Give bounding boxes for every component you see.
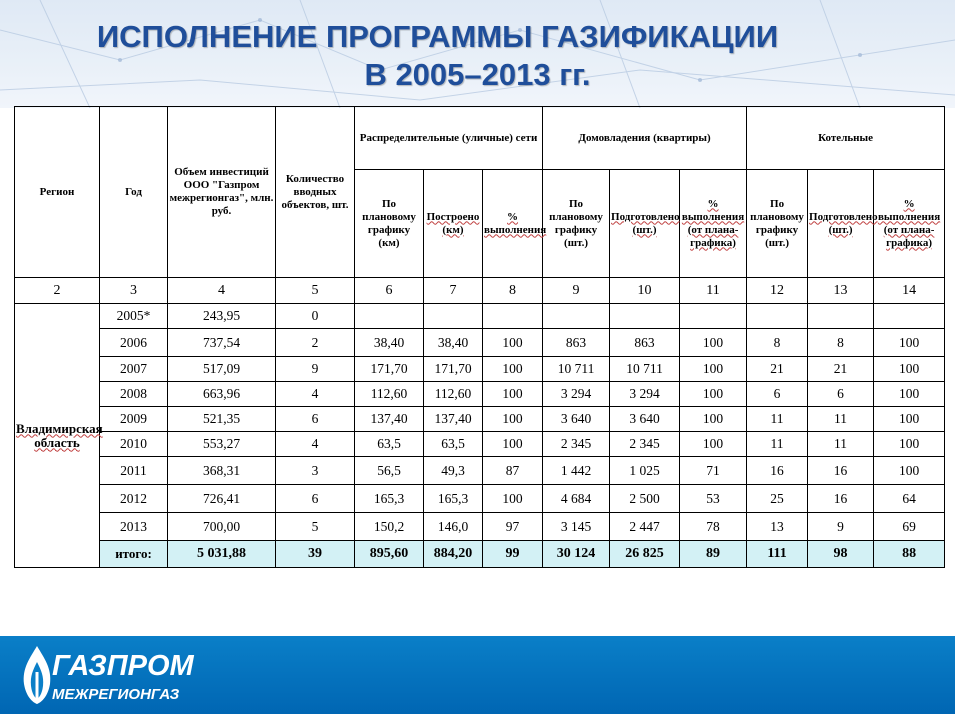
table-row	[15, 432, 945, 457]
cell: 165,3	[355, 485, 424, 513]
cell: 10 711	[543, 357, 610, 382]
index-cell: 14	[874, 278, 945, 304]
header-investment: Объем инвестиций ООО "Газпром межрегионгаз", млн. руб.	[168, 107, 276, 278]
index-cell: 13	[808, 278, 874, 304]
index-cell: 3	[100, 278, 168, 304]
cell: 112,60	[424, 382, 483, 407]
cell: 700,00	[168, 513, 276, 541]
cell: 3	[276, 457, 355, 485]
header-group-networks: Распределительные (уличные) сети	[355, 107, 543, 170]
cell: 150,2	[355, 513, 424, 541]
index-cell: 2	[15, 278, 100, 304]
index-cell: 12	[747, 278, 808, 304]
cell: 100	[483, 357, 543, 382]
title-line-2: В 2005–2013 гг.	[364, 57, 591, 92]
cell: 2010	[100, 432, 168, 457]
cell: 8	[808, 329, 874, 357]
cell: 10 711	[610, 357, 680, 382]
cell	[747, 304, 808, 329]
cell: 100	[874, 382, 945, 407]
index-cell: 8	[483, 278, 543, 304]
cell: 38,40	[424, 329, 483, 357]
cell: 6	[808, 382, 874, 407]
total-cell: 39	[276, 541, 355, 568]
cell: 521,35	[168, 407, 276, 432]
total-cell: 895,60	[355, 541, 424, 568]
cell: 6	[276, 485, 355, 513]
cell: 2007	[100, 357, 168, 382]
cell: 737,54	[168, 329, 276, 357]
cell: 6	[747, 382, 808, 407]
header-house-pct: % выполнения (от плана-графика)	[680, 170, 747, 278]
cell: 13	[747, 513, 808, 541]
cell: 4 684	[543, 485, 610, 513]
cell: 137,40	[355, 407, 424, 432]
cell: 2012	[100, 485, 168, 513]
cell: 25	[747, 485, 808, 513]
cell: 9	[276, 357, 355, 382]
cell: 0	[276, 304, 355, 329]
index-cell: 4	[168, 278, 276, 304]
cell: 53	[680, 485, 747, 513]
cell: 2006	[100, 329, 168, 357]
cell: 11	[808, 432, 874, 457]
cell: 8	[747, 329, 808, 357]
cell: 100	[680, 432, 747, 457]
header-group-houses: Домовладения (квартиры)	[543, 107, 747, 170]
cell: 16	[747, 457, 808, 485]
index-cell: 5	[276, 278, 355, 304]
total-cell: 99	[483, 541, 543, 568]
footer-bar	[0, 636, 955, 714]
cell: 663,96	[168, 382, 276, 407]
cell: 56,5	[355, 457, 424, 485]
total-cell: 26 825	[610, 541, 680, 568]
cell	[874, 304, 945, 329]
cell: 100	[483, 485, 543, 513]
cell: 71	[680, 457, 747, 485]
brand-subtitle: МЕЖРЕГИОНГАЗ	[52, 686, 180, 703]
header-net-pct: % выполнения	[483, 170, 543, 278]
flame-logo-icon	[20, 644, 54, 706]
cell: 165,3	[424, 485, 483, 513]
cell: 3 294	[610, 382, 680, 407]
cell: 4	[276, 382, 355, 407]
cell: 100	[874, 407, 945, 432]
table-row	[15, 304, 945, 329]
cell: 100	[680, 329, 747, 357]
cell: 69	[874, 513, 945, 541]
cell: 100	[874, 457, 945, 485]
cell: 2008	[100, 382, 168, 407]
cell	[808, 304, 874, 329]
cell: 100	[874, 432, 945, 457]
cell	[355, 304, 424, 329]
cell: 517,09	[168, 357, 276, 382]
region-name: Владимирская область	[15, 304, 100, 568]
cell: 1 025	[610, 457, 680, 485]
cell: 100	[483, 329, 543, 357]
cell: 3 294	[543, 382, 610, 407]
cell: 1 442	[543, 457, 610, 485]
cell: 2013	[100, 513, 168, 541]
header-group-boilers: Котельные	[747, 107, 945, 170]
table-row	[15, 513, 945, 541]
cell: 100	[874, 329, 945, 357]
index-cell: 11	[680, 278, 747, 304]
cell: 100	[680, 357, 747, 382]
cell	[483, 304, 543, 329]
table-row	[15, 407, 945, 432]
cell: 2 345	[543, 432, 610, 457]
cell: 11	[747, 432, 808, 457]
cell: 63,5	[424, 432, 483, 457]
cell: 2011	[100, 457, 168, 485]
brand-name: ГАЗПРОМ	[52, 650, 194, 682]
cell: 726,41	[168, 485, 276, 513]
index-cell: 10	[610, 278, 680, 304]
cell: 243,95	[168, 304, 276, 329]
cell	[424, 304, 483, 329]
cell: 100	[483, 432, 543, 457]
cell: 38,40	[355, 329, 424, 357]
header-region: Регион	[15, 107, 100, 278]
cell: 2 345	[610, 432, 680, 457]
cell	[543, 304, 610, 329]
cell: 100	[874, 357, 945, 382]
cell: 2009	[100, 407, 168, 432]
total-label: итого:	[100, 541, 168, 568]
cell: 63,5	[355, 432, 424, 457]
header-inputs: Количество вводных объектов, шт.	[276, 107, 355, 278]
cell: 553,27	[168, 432, 276, 457]
cell: 112,60	[355, 382, 424, 407]
index-cell: 7	[424, 278, 483, 304]
total-cell: 98	[808, 541, 874, 568]
cell: 100	[483, 382, 543, 407]
cell: 100	[680, 407, 747, 432]
table-row	[15, 485, 945, 513]
header-boil-ready: Подготовлено (шт.)	[808, 170, 874, 278]
cell: 21	[808, 357, 874, 382]
cell: 863	[610, 329, 680, 357]
cell: 2	[276, 329, 355, 357]
cell: 78	[680, 513, 747, 541]
table-row	[15, 329, 945, 357]
header-boil-plan: По плановому графику (шт.)	[747, 170, 808, 278]
gasification-table	[14, 106, 945, 568]
index-cell: 6	[355, 278, 424, 304]
cell: 21	[747, 357, 808, 382]
cell: 863	[543, 329, 610, 357]
cell: 87	[483, 457, 543, 485]
total-cell: 5 031,88	[168, 541, 276, 568]
table-row	[15, 457, 945, 485]
cell: 4	[276, 432, 355, 457]
cell: 97	[483, 513, 543, 541]
cell: 137,40	[424, 407, 483, 432]
total-cell: 89	[680, 541, 747, 568]
cell: 171,70	[355, 357, 424, 382]
cell: 100	[483, 407, 543, 432]
table-row	[15, 382, 945, 407]
header-house-plan: По плановому графику (шт.)	[543, 170, 610, 278]
total-cell: 30 124	[543, 541, 610, 568]
index-cell: 9	[543, 278, 610, 304]
page-title	[0, 18, 955, 94]
cell: 3 145	[543, 513, 610, 541]
cell: 9	[808, 513, 874, 541]
cell: 6	[276, 407, 355, 432]
cell: 2 500	[610, 485, 680, 513]
cell: 3 640	[610, 407, 680, 432]
cell: 146,0	[424, 513, 483, 541]
total-row	[15, 541, 945, 568]
cell	[610, 304, 680, 329]
cell: 2005*	[100, 304, 168, 329]
total-cell: 111	[747, 541, 808, 568]
cell: 2 447	[610, 513, 680, 541]
header-year: Год	[100, 107, 168, 278]
header-house-ready: Подготовлено (шт.)	[610, 170, 680, 278]
header-net-plan: По плановому графику (км)	[355, 170, 424, 278]
cell: 49,3	[424, 457, 483, 485]
table-row	[15, 357, 945, 382]
cell: 3 640	[543, 407, 610, 432]
column-index-row	[15, 278, 945, 304]
cell: 171,70	[424, 357, 483, 382]
total-cell: 884,20	[424, 541, 483, 568]
header-net-built: Построено (км)	[424, 170, 483, 278]
cell: 16	[808, 457, 874, 485]
cell: 100	[680, 382, 747, 407]
header-boil-pct: % выполнения (от плана-графика)	[874, 170, 945, 278]
cell: 11	[747, 407, 808, 432]
cell: 11	[808, 407, 874, 432]
title-line-1: ИСПОЛНЕНИЕ ПРОГРАММЫ ГАЗИФИКАЦИИ	[96, 19, 779, 54]
cell: 16	[808, 485, 874, 513]
cell: 64	[874, 485, 945, 513]
cell	[680, 304, 747, 329]
cell: 368,31	[168, 457, 276, 485]
cell: 5	[276, 513, 355, 541]
total-cell: 88	[874, 541, 945, 568]
